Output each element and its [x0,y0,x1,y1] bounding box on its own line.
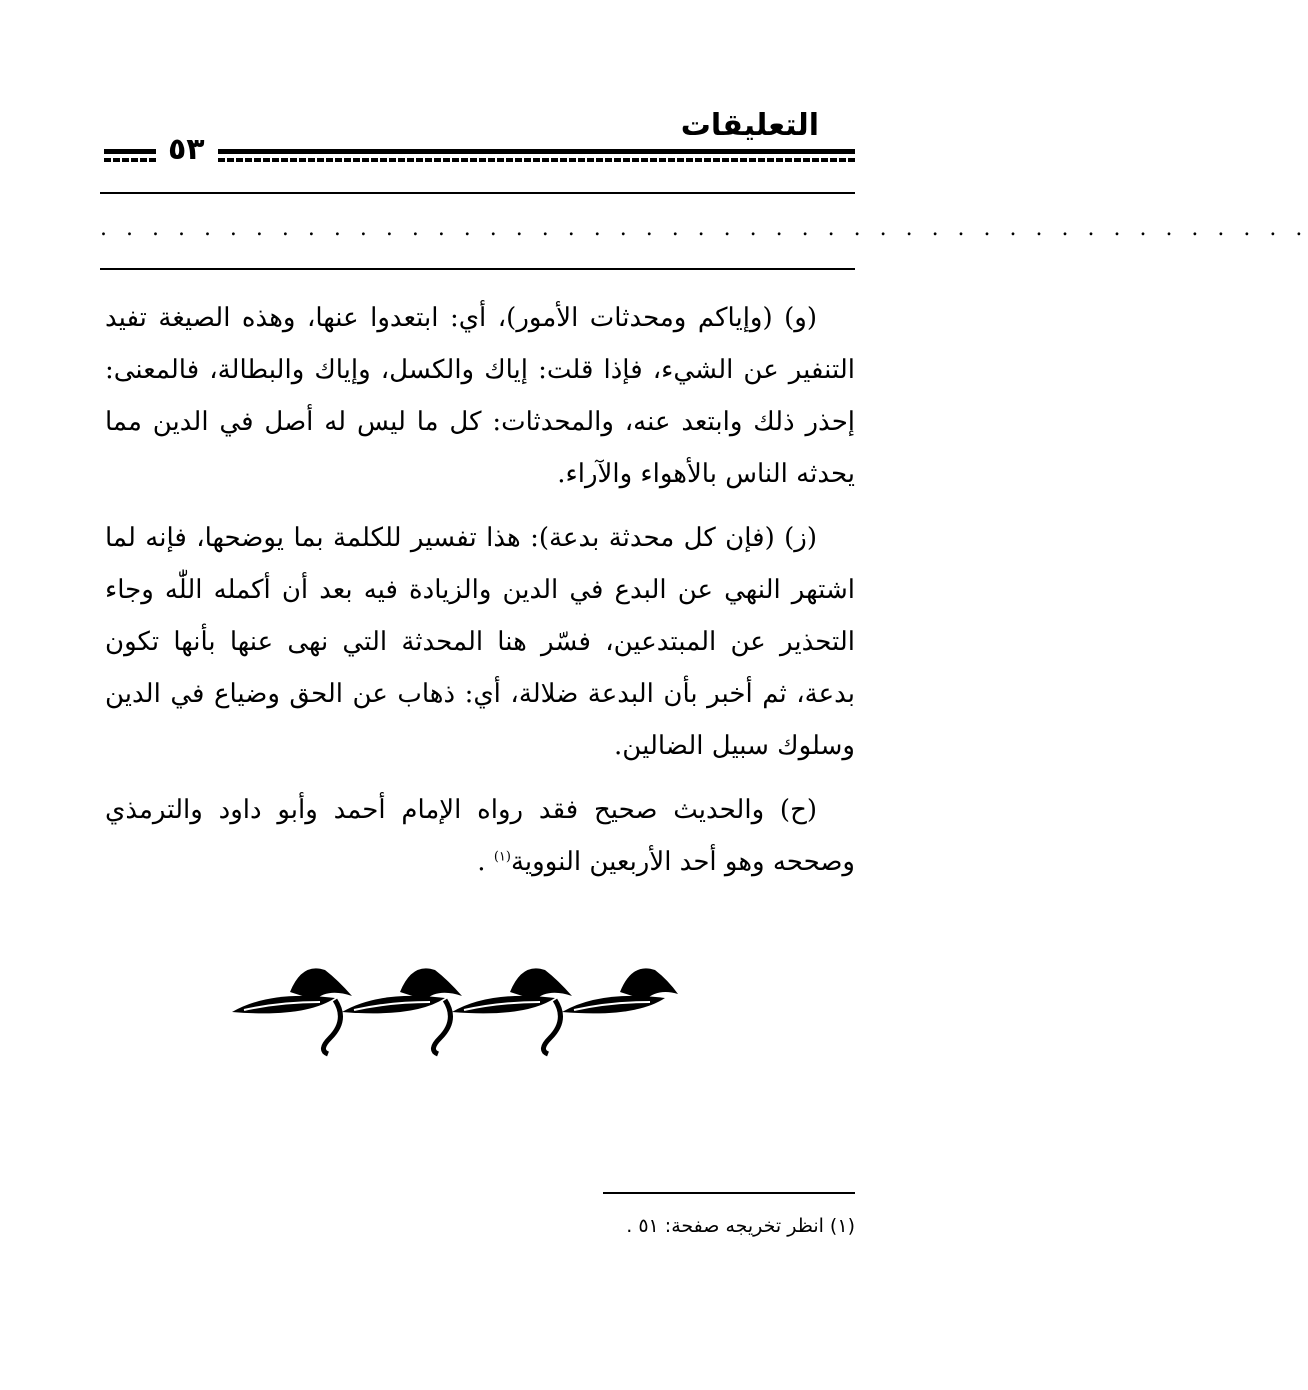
header-rule-thick-right [218,149,855,154]
paragraph-ha-text: (ح) والحديث صحيح فقد رواه الإمام أحمد وأبو داود والترمذي وصححه وهو أحد الأربعين النووية [105,795,855,877]
page-number: ٥٣ [168,132,205,167]
excerpt-bottom-rule [100,268,855,270]
leaf-motif [452,968,572,1054]
leaf-motif [342,968,462,1054]
paragraph-ha-end: . [477,847,494,877]
paragraph-ha [105,784,855,888]
leaf-ornament-divider [230,960,680,1060]
header-rule-dashed-right [218,158,855,162]
paragraph-waw: (و) (وإياكم ومحدثات الأمور)، أي: ابتعدوا عنها، وهذه الصيغة تفيد التنفير عن الشيء، فإذا قلت: إياك والكسل، وإياك والبطالة، فالمعنى: إحذر ذلك وابتعد عنه، والمحدثات: كل ما ليس له أصل في الدين مما يحدثه الناس بالأهواء والآراء. [105,303,855,489]
footnote-reference: (١) [493,849,511,865]
excerpt-ellipsis: . . . . . . . . . . . . . . . . . . . . . . . . . . . . . . . . . . . . . . . . . . . . . . . [100,216,1308,241]
excerpt-top-rule [100,192,855,194]
commentary-body [105,292,855,900]
paragraph-zay: (ز) (فإن كل محدثة بدعة): هذا تفسير للكلمة بما يوضحها، فإنه لما اشتهر النهي عن البدع في الدين والزيادة فيه بعد أن أكمله اللّٰه وجاء التحذير عن المبتدعين، فسّر هنا المحدثة التي نهى عنها بأنها تكون بدعة، ثم أخبر بأن البدعة ضلالة، أي: ذهاب عن الحق وضياع في الدين وسلوك سبيل الضالين. [105,523,855,761]
footnote-separator [603,1192,855,1194]
footnote-text: (١) انظر تخريجه صفحة: ٥١ . [626,1215,855,1237]
header-rule-dashed-left [104,158,156,162]
leaf-motif [232,968,352,1054]
running-header-title: التعليقات [680,108,819,143]
header-rule-thick-left [104,149,156,154]
leaf-motif [562,968,678,1013]
